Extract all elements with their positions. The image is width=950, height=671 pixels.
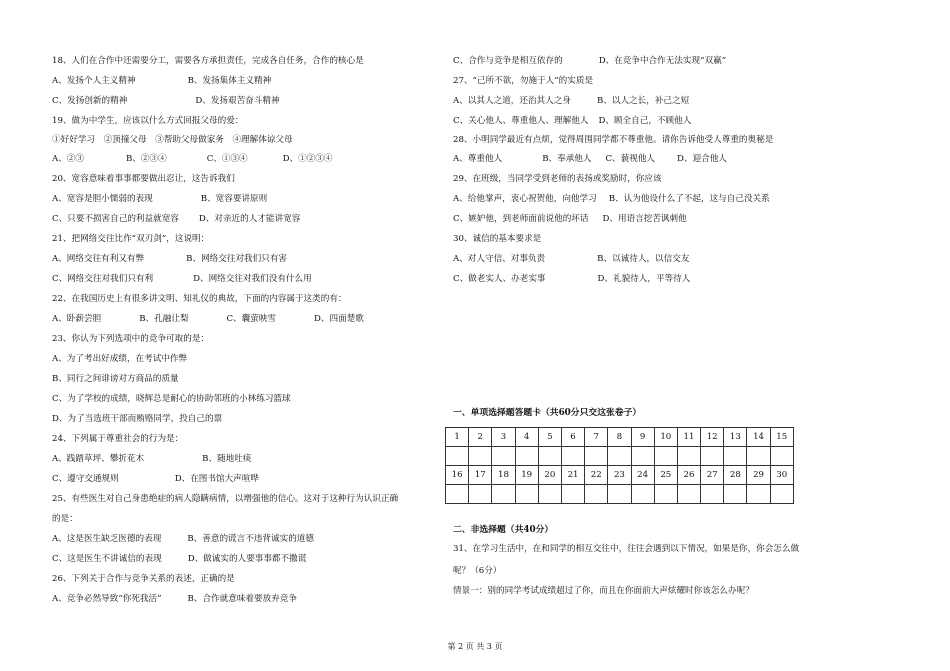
q30-options-cd-part-1: D、礼貌待人，平等待人 <box>597 274 691 284</box>
q28-options <box>453 150 727 170</box>
answer-number-cell: 19 <box>515 466 538 485</box>
q29-options-ab-part-1: B、认为他设什么了不起，这与自己没关系 <box>608 194 770 204</box>
q24-options-cd-part-0: C、遵守交通规则 <box>52 474 119 484</box>
q23-option-c: C、为了学校的成绩，晓辉总是耐心的协助邻班的小林练习篮球 <box>52 394 291 404</box>
q21-options-ab-part-1: B、网络交往对我们只有害 <box>186 254 288 264</box>
q25-options-ab-part-1: B、善意的谎言不违背诚实的道德 <box>187 534 314 544</box>
q30: 30、诚信的基本要求是 <box>453 234 542 244</box>
answer-number-cell: 2 <box>469 428 492 447</box>
q18: 18、人们在合作中还需要分工，需要各方承担责任，完成各自任务，合作的核心是 <box>52 56 364 66</box>
answer-number-cell: 11 <box>677 428 700 447</box>
q29: 29、在班级，当同学受到老师的表扬或奖励时，你应该 <box>453 174 662 184</box>
answer-blank-cell[interactable] <box>585 485 608 504</box>
answer-blank-cell[interactable] <box>446 485 469 504</box>
q31-scenario1: 情景一：别的同学考试成绩超过了你，而且在你面前大声炫耀时你该怎么办呢？ <box>453 586 754 596</box>
q26: 26、下列关于合作与竞争关系的表述，正确的是 <box>52 574 235 584</box>
answer-blank-cell[interactable] <box>770 447 793 466</box>
answer-number-cell: 17 <box>469 466 492 485</box>
q29-options-cd <box>453 210 687 230</box>
answer-blank-cell[interactable] <box>677 485 700 504</box>
answer-number-cell: 7 <box>585 428 608 447</box>
page-footer: 第 2 页 共 3 页 <box>447 642 503 651</box>
q20-options-cd <box>52 210 300 230</box>
q18-options-ab-part-1: B、发扬集体主义精神 <box>187 76 272 86</box>
q26-options-ab <box>52 590 297 610</box>
q26-options-cd <box>453 52 726 72</box>
q24-options-ab <box>52 450 251 470</box>
q30-options-cd-part-0: C、做老实人、办老实事 <box>453 274 546 284</box>
q24: 24、下列属于尊重社会的行为是： <box>52 434 184 444</box>
answer-number-cell: 27 <box>701 466 724 485</box>
q25-cont: 的是： <box>52 514 78 524</box>
answer-number-cell: 24 <box>631 466 654 485</box>
q19: 19、做为中学生，应该以什么方式回报父母的爱： <box>52 116 244 126</box>
answer-number-cell: 9 <box>631 428 654 447</box>
q28: 28、小明同学最近有点烦，觉得周围同学都不尊重他。请你告诉他受人尊重的奥秘是 <box>453 135 774 145</box>
answer-number-cell: 20 <box>538 466 561 485</box>
q18-options-cd-part-0: C、发扬创新的精神 <box>52 96 128 106</box>
q27-options-cd <box>453 112 691 132</box>
q19-items: ①好好学习 ②顶撞父母 ③帮助父母做家务 ④理解体谅父母 <box>52 135 293 145</box>
q28-options-part-1: B、奉承他人 <box>542 154 592 164</box>
q29-options-ab-part-0: A、给他掌声，衷心祝贺他，向他学习 <box>453 194 597 204</box>
answer-blank-cell[interactable] <box>561 485 584 504</box>
answer-blank-cell[interactable] <box>538 485 561 504</box>
answer-blank-cell[interactable] <box>585 447 608 466</box>
q25-options-cd-part-0: C、这是医生不讲诚信的表现 <box>52 554 162 564</box>
answer-number-cell: 5 <box>538 428 561 447</box>
q21-options-cd-part-1: D、网络交往对我们没有什么用 <box>193 274 312 284</box>
answer-number-cell: 10 <box>654 428 677 447</box>
answer-blank-cell[interactable] <box>446 447 469 466</box>
answer-number-cell: 6 <box>561 428 584 447</box>
answer-blank-cell[interactable] <box>608 485 631 504</box>
q26-options-cd-part-1: D、在竞争中合作无法实现“双赢” <box>598 56 727 66</box>
answer-number-cell: 3 <box>492 428 515 447</box>
answer-number-cell: 1 <box>446 428 469 447</box>
q27-options-ab-part-1: B、以人之长，补己之短 <box>596 96 690 106</box>
q24-options-ab-part-1: B、随地吐痰 <box>202 454 252 464</box>
q24-options-ab-part-0: A、践踏草坪、攀折花木 <box>52 454 145 464</box>
answer-number-cell: 30 <box>770 466 793 485</box>
q27-options-ab <box>453 92 689 112</box>
q26-options-ab-part-0: A、竞争必然导致“你死我活” <box>52 594 162 604</box>
q26-options-ab-part-1: B、合作就意味着要放弃竞争 <box>187 594 297 604</box>
answer-number-cell: 16 <box>446 466 469 485</box>
answer-blank-cell[interactable] <box>608 447 631 466</box>
q20-options-ab-part-0: A、宽容是胆小懦弱的表现 <box>52 194 153 204</box>
q30-options-ab-part-1: B、以诚待人，以信交友 <box>597 254 690 264</box>
answer-number-cell: 18 <box>492 466 515 485</box>
q22-options-part-0: A、卧薪尝胆 <box>52 314 102 324</box>
q31-cont: 呢？（6分） <box>453 566 502 576</box>
q22: 22、在我国历史上有很多讲文明、知礼仪的典故，下面的内容属于这类的有： <box>52 294 347 304</box>
answer-number-cell: 28 <box>724 466 747 485</box>
answer-blank-cell[interactable] <box>469 485 492 504</box>
answer-number-cell: 21 <box>561 466 584 485</box>
answer-blank-row <box>446 447 794 466</box>
answer-blank-cell[interactable] <box>724 485 747 504</box>
q20-options-ab-part-1: B、宽容要讲原则 <box>200 194 268 204</box>
q18-options-ab <box>52 72 271 92</box>
q21-options-cd-part-0: C、网络交往对我们只有利 <box>52 274 154 284</box>
section1-title: 一、单项选择题答题卡（共60分只交这张卷子） <box>453 408 642 418</box>
q28-options-part-2: C、藐视他人 <box>605 154 656 164</box>
q25: 25、有些医生对自己身患绝症的病人隐瞒病情，以增强他的信心。这对于这种行为认识正确 <box>52 494 399 504</box>
q25-options-cd-part-1: D、做诚实的人要事事都不撒谎 <box>187 554 307 564</box>
answer-blank-cell[interactable] <box>747 485 770 504</box>
q22-options <box>52 310 364 330</box>
q21: 21、把网络交往比作“双刃剑”，这说明： <box>52 234 210 244</box>
q24-options-cd-part-1: D、在图书馆大声喧哗 <box>174 474 259 484</box>
answer-number-row <box>446 428 794 447</box>
q20: 20、宽容意味着事事都要做出忍让，这告诉我们 <box>52 174 235 184</box>
answer-blank-cell[interactable] <box>492 485 515 504</box>
q30-options-ab-part-0: A、对人守信、对事负责 <box>453 254 546 264</box>
q21-options-ab <box>52 250 287 270</box>
q27-options-cd-part-1: D、顾全自己，不顾他人 <box>598 116 692 126</box>
answer-blank-cell[interactable] <box>538 447 561 466</box>
answer-blank-cell[interactable] <box>701 447 724 466</box>
q27-options-ab-part-0: A、以其人之道，还治其人之身 <box>453 96 571 106</box>
q20-options-cd-part-1: D、对亲近的人才能讲宽容 <box>198 214 301 224</box>
q19-options-part-3: D、①②③④ <box>282 154 333 164</box>
q27: 27、“己所不欲，勿施于人”的实质是 <box>453 76 594 86</box>
answer-number-cell: 15 <box>770 428 793 447</box>
answer-number-cell: 25 <box>654 466 677 485</box>
answer-blank-cell[interactable] <box>701 485 724 504</box>
q21-options-cd <box>52 270 312 290</box>
answer-sheet-table <box>445 427 794 504</box>
answer-blank-cell[interactable] <box>654 447 677 466</box>
answer-blank-cell[interactable] <box>770 485 793 504</box>
q23-option-b: B、同行之间诽谤对方商品的质量 <box>52 374 179 384</box>
answer-blank-cell[interactable] <box>631 485 654 504</box>
q28-options-part-0: A、尊重他人 <box>453 154 503 164</box>
answer-blank-cell[interactable] <box>724 447 747 466</box>
q18-options-cd-part-1: D、发扬艰苦奋斗精神 <box>195 96 280 106</box>
q18-options-cd <box>52 92 280 112</box>
q25-options-cd <box>52 550 306 570</box>
answer-blank-cell[interactable] <box>515 447 538 466</box>
answer-blank-cell[interactable] <box>492 447 515 466</box>
q25-options-ab-part-0: A、这是医生缺乏医德的表现 <box>52 534 162 544</box>
answer-number-cell: 22 <box>585 466 608 485</box>
q21-options-ab-part-0: A、网络交往有利又有弊 <box>52 254 145 264</box>
answer-blank-cell[interactable] <box>631 447 654 466</box>
q30-options-ab <box>453 250 689 270</box>
q28-options-part-3: D、迎合他人 <box>677 154 727 164</box>
q20-options-cd-part-0: C、只要不损害自己的利益就宽容 <box>52 214 179 224</box>
answer-number-row <box>446 466 794 485</box>
q31: 31、在学习生活中，在和同学的相互交往中，往往会遇到以下情况，如果是你，你会怎么做 <box>453 544 800 554</box>
q26-options-cd-part-0: C、合作与竞争是相互依存的 <box>453 56 563 66</box>
q19-options-part-1: B、②③④ <box>126 154 167 164</box>
q27-options-cd-part-0: C、关心他人、尊重他人、理解他人 <box>453 116 589 126</box>
q22-options-part-3: D、四面楚歌 <box>314 314 364 324</box>
q24-options-cd <box>52 470 259 490</box>
answer-number-cell: 14 <box>747 428 770 447</box>
q23: 23、你认为下列选项中的竞争可取的是： <box>52 334 210 344</box>
answer-number-cell: 13 <box>724 428 747 447</box>
answer-number-cell: 26 <box>677 466 700 485</box>
answer-number-cell: 23 <box>608 466 631 485</box>
answer-blank-cell[interactable] <box>654 485 677 504</box>
q29-options-cd-part-1: D、用语言挖苦讽刺他 <box>602 214 687 224</box>
q22-options-part-2: C、囊萤映雪 <box>226 314 277 324</box>
section2-title: 二、非选择题（共40分） <box>453 525 554 535</box>
answer-blank-cell[interactable] <box>561 447 584 466</box>
q20-options-ab <box>52 190 267 210</box>
q23-option-a: A、为了考出好成绩，在考试中作弊 <box>52 354 188 364</box>
q23-option-d: D、为了当选班干部而贿赂同学，投自己的票 <box>52 414 223 424</box>
answer-number-cell: 29 <box>747 466 770 485</box>
answer-blank-cell[interactable] <box>469 447 492 466</box>
q19-options-part-0: A、②③ <box>52 154 84 164</box>
q29-options-ab <box>453 190 770 210</box>
answer-number-cell: 8 <box>608 428 631 447</box>
answer-blank-cell[interactable] <box>677 447 700 466</box>
q30-options-cd <box>453 270 690 290</box>
q18-options-ab-part-0: A、发扬个人主义精神 <box>52 76 136 86</box>
answer-number-cell: 12 <box>701 428 724 447</box>
q22-options-part-1: B、孔融让梨 <box>139 314 189 324</box>
q19-options <box>52 150 333 170</box>
q29-options-cd-part-0: C、嫉妒他，到老师面前说他的坏话 <box>453 214 589 224</box>
q25-options-ab <box>52 530 314 550</box>
answer-number-cell: 4 <box>515 428 538 447</box>
answer-blank-row <box>446 485 794 504</box>
q19-options-part-2: C、①③④ <box>206 154 248 164</box>
answer-blank-cell[interactable] <box>747 447 770 466</box>
answer-blank-cell[interactable] <box>515 485 538 504</box>
